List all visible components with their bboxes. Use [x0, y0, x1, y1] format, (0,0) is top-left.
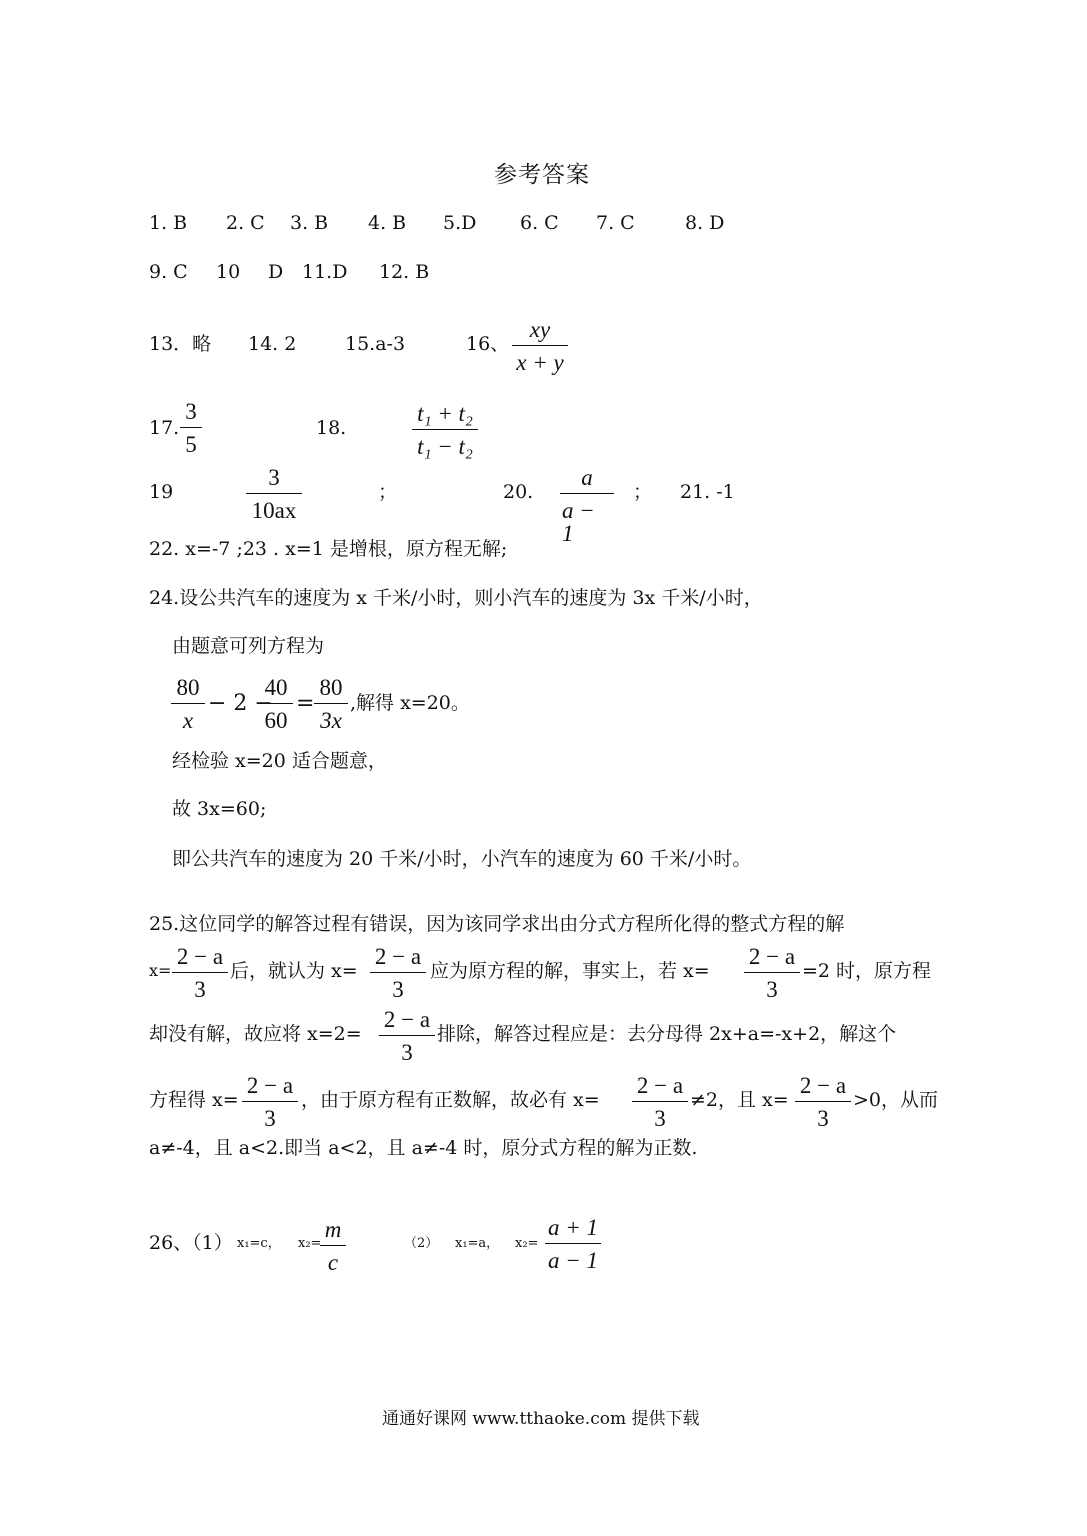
fraction-numerator: 2 − a [176, 944, 224, 969]
answer-4: 4. B [368, 212, 407, 234]
q25-line-2-x: x= [149, 961, 172, 980]
fraction-bar [795, 1101, 851, 1102]
fraction-numerator: 80 [319, 675, 343, 700]
q25-line-4-text-1: 方程得 x= [149, 1089, 239, 1111]
q25-line-4-text-2: ，由于原方程有正数解，故必有 x= [301, 1089, 600, 1111]
answer-10-number: 10 [216, 261, 241, 283]
fraction-denominator: 3 [194, 977, 206, 1002]
fraction-numerator: 2 − a [799, 1073, 847, 1098]
fraction-bar [545, 1243, 601, 1244]
fraction-bar [172, 972, 228, 973]
answer-19-label: 19 [149, 481, 174, 503]
answer-11: 11.D [302, 261, 348, 283]
q25-fraction-5 [242, 1074, 298, 1130]
q26-x2-label-part-2: x₂= [515, 1236, 539, 1251]
q25-fraction-1 [172, 945, 228, 1001]
q25-fraction-7 [795, 1074, 851, 1130]
fraction-denominator: 3 [817, 1106, 829, 1131]
q25-line-4-text-3: ≠2，且 x= [690, 1089, 789, 1111]
answer-17-fraction [180, 400, 202, 456]
fraction-denominator: t₁ − t₂ [417, 434, 473, 459]
fraction-bar [314, 703, 348, 704]
fraction-bar [632, 1101, 688, 1102]
fraction-numerator: 2 − a [246, 1073, 294, 1098]
equation-fraction-2 [259, 676, 293, 732]
q26-part-2-label: （2） [404, 1236, 439, 1251]
equation-solution: ,解得 x=20。 [350, 692, 470, 714]
fraction-bar [744, 972, 800, 973]
q26-x2-label: x₂= [298, 1236, 322, 1251]
q25-line-2-text-3: =2 时，原方程 [802, 960, 932, 982]
fraction-numerator: a + 1 [547, 1215, 599, 1240]
fraction-denominator: 3 [401, 1040, 413, 1065]
fraction-denominator: c [327, 1250, 339, 1275]
fraction-bar [259, 703, 293, 704]
fraction-numerator: 80 [176, 675, 200, 700]
fraction-denominator: x [182, 708, 194, 733]
fraction-denominator: 3 [654, 1106, 666, 1131]
fraction-denominator: 3 [766, 977, 778, 1002]
fraction-denominator: x + y [516, 350, 564, 375]
answer-2: 2. C [226, 212, 265, 234]
answer-14: 14. 2 [248, 333, 297, 355]
answer-8: 8. D [685, 212, 725, 234]
q25-fraction-3 [744, 945, 800, 1001]
answer-6: 6. C [520, 212, 559, 234]
answer-13: 13．略 [149, 333, 212, 355]
q26-fraction-1 [320, 1218, 346, 1274]
semicolon: ； [633, 481, 653, 503]
fraction-denominator: 3 [392, 977, 404, 1002]
fraction-bar [370, 972, 426, 973]
q25-fraction-4 [379, 1008, 435, 1064]
fraction-numerator: 40 [264, 675, 288, 700]
fraction-numerator: 3 [268, 465, 280, 490]
answer-5: 5.D [443, 212, 477, 234]
fraction-numerator: 3 [185, 399, 197, 424]
fraction-bar [242, 1101, 298, 1102]
answer-17-label: 17. [149, 417, 180, 439]
q24-line-2: 由题意可列方程为 [172, 635, 325, 657]
q26-part-1-label: 26、（1） [149, 1232, 233, 1254]
answer-16-fraction [512, 318, 568, 374]
q24-line-5: 故 3x=60; [172, 798, 267, 820]
answer-10-value: D [268, 261, 284, 283]
answer-21: 21. -1 [680, 481, 735, 503]
fraction-numerator: 2 − a [636, 1073, 684, 1098]
fraction-denominator: a − 1 [547, 1248, 599, 1273]
fraction-numerator: m [324, 1217, 342, 1242]
fraction-bar [171, 703, 205, 704]
fraction-numerator: 2 − a [748, 944, 796, 969]
fraction-denominator: 5 [185, 432, 197, 457]
q26-fraction-2 [545, 1216, 601, 1272]
q25-line-1: 25.这位同学的解答过程有错误，因为该同学求出由分式方程所化得的整式方程的解 [149, 913, 845, 935]
footer-credit: 通通好课网 www.tthaoke.com 提供下载 [382, 1409, 700, 1429]
fraction-denominator: 10ax [251, 498, 297, 523]
answer-18-fraction [412, 402, 478, 458]
fraction-bar [412, 429, 478, 430]
answer-18-label: 18. [316, 417, 347, 439]
q24-line-6: 即公共汽车的速度为 20 千米/小时，小汽车的速度为 60 千米/小时。 [172, 848, 752, 870]
q25-fraction-2 [370, 945, 426, 1001]
answer-9: 9. C [149, 261, 188, 283]
fraction-numerator: 2 − a [383, 1007, 431, 1032]
answer-16-label: 16、 [466, 333, 510, 355]
equation-fraction-3 [314, 676, 348, 732]
q25-fraction-6 [632, 1074, 688, 1130]
equation-operator: − 2 − [208, 691, 273, 716]
answer-15: 15.a-3 [345, 333, 406, 355]
fraction-bar [320, 1245, 346, 1246]
answer-12: 12. B [379, 261, 430, 283]
page-title: 参考答案 [494, 162, 590, 188]
answer-20-label: 20. [503, 481, 534, 503]
answer-7: 7. C [596, 212, 635, 234]
answer-20-fraction [560, 466, 614, 545]
q25-line-5: a≠-4，且 a<2.即当 a<2，且 a≠-4 时，原分式方程的解为正数. [149, 1137, 698, 1159]
answer-3: 3. B [290, 212, 329, 234]
fraction-denominator: 3 [264, 1106, 276, 1131]
answer-1: 1. B [149, 212, 188, 234]
fraction-bar [379, 1035, 435, 1036]
fraction-numerator: a [581, 465, 593, 490]
semicolon: ； [378, 481, 398, 503]
equation-equals: = [296, 691, 315, 716]
q26-x1: x₁=c， [237, 1236, 281, 1251]
answer-22-23: 22. x=-7 ;23 . x=1 是增根，原方程无解; [149, 538, 508, 560]
fraction-numerator: xy [529, 317, 551, 342]
q25-line-2-text-2: 应为原方程的解，事实上，若 x= [430, 960, 710, 982]
fraction-denominator: a − 1 [562, 498, 595, 546]
fraction-numerator: 2 − a [374, 944, 422, 969]
q25-line-2-text-1: 后，就认为 x= [230, 960, 358, 982]
fraction-bar [512, 345, 568, 346]
q26-x1-part-2: x₁=a， [455, 1236, 500, 1251]
fraction-bar [180, 427, 202, 428]
fraction-denominator: 3x [320, 708, 342, 733]
fraction-denominator: 60 [264, 708, 288, 733]
fraction-bar [560, 493, 614, 494]
fraction-numerator: t₁ + t₂ [417, 401, 473, 426]
q25-line-3-text-1: 却没有解，故应将 x=2= [149, 1023, 362, 1045]
q25-line-3-text-2: 排除，解答过程应是：去分母得 2x+a=-x+2，解这个 [437, 1023, 897, 1045]
q25-line-4-text-4: >0，从而 [853, 1089, 939, 1111]
q24-line-4: 经检验 x=20 适合题意， [172, 750, 387, 772]
equation-fraction-1 [171, 676, 205, 732]
q24-line-1: 24.设公共汽车的速度为 x 千米/小时，则小汽车的速度为 3x 千米/小时， [149, 587, 763, 609]
fraction-bar [246, 493, 302, 494]
answer-19-fraction [246, 466, 302, 522]
